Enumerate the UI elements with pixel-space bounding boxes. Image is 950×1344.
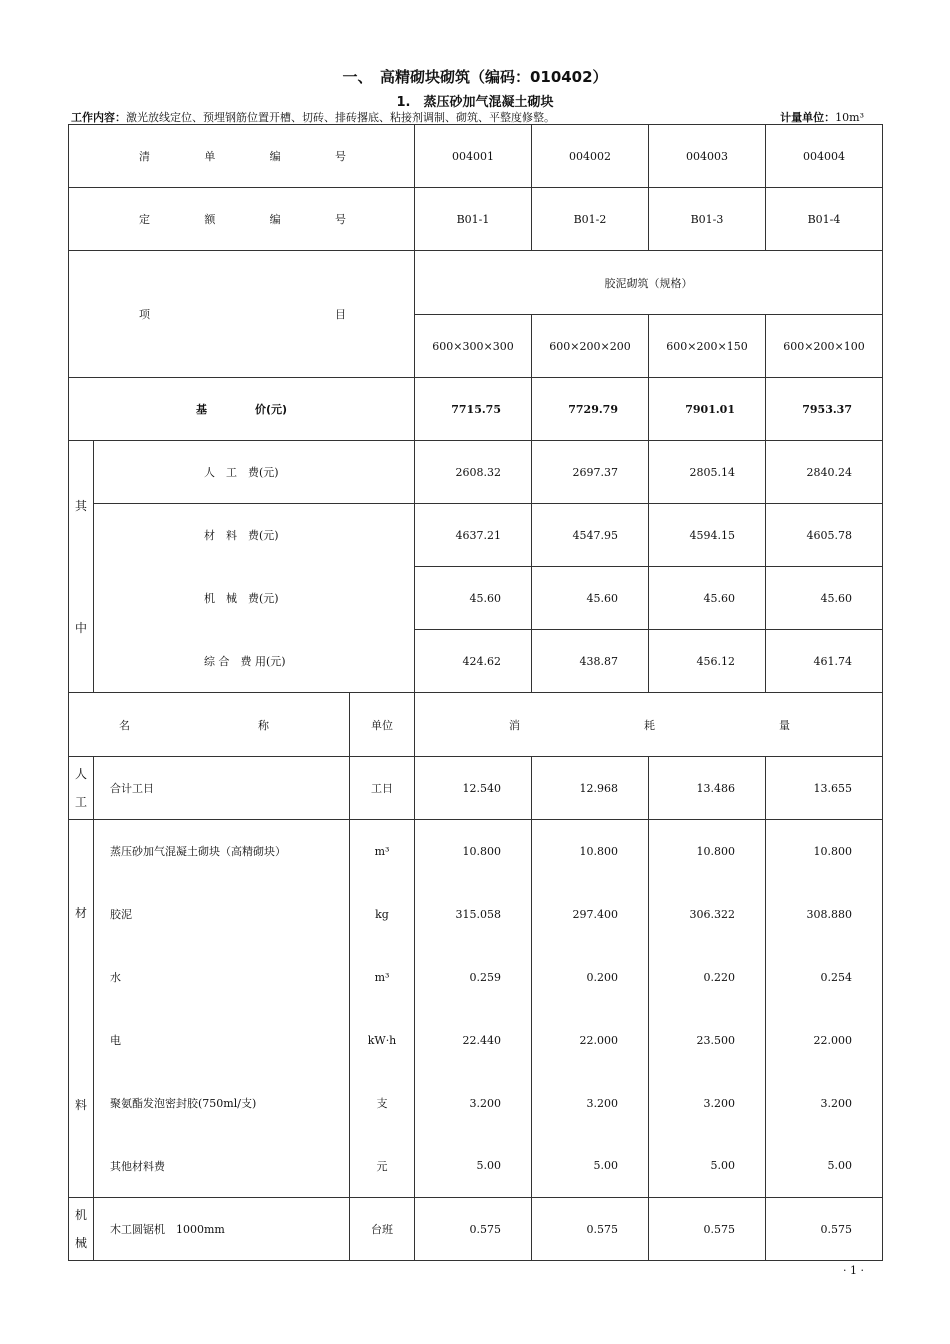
work-content-text: 激光放线定位、预埋钢筋位置开槽、切砖、排砖撂底、粘接剂调制、砌筑、平整度修整。 [126, 111, 555, 124]
consume-char: 耗 [644, 718, 655, 732]
list-no-cell: 004001 [415, 125, 532, 188]
cost-cell: 2805.14 [649, 441, 766, 504]
labor-char: 工 [74, 795, 87, 809]
cost-cell: 461.74 [766, 630, 883, 693]
consumption-cell: 5.00 [532, 1135, 649, 1198]
consumption-cell: 0.575 [649, 1198, 766, 1261]
consumption-cell: 308.880 [766, 883, 883, 946]
consumption-cell: 0.259 [415, 946, 532, 1009]
quota-no-cell: B01-4 [766, 188, 883, 251]
quota-table [68, 124, 883, 1261]
cost-cell: 438.87 [532, 630, 649, 693]
base-price-cell: 7715.75 [415, 378, 532, 441]
machine-category [69, 1198, 94, 1261]
list-no-char: 编 [269, 150, 281, 163]
quota-no-header [69, 188, 415, 251]
quota-no-cell: B01-2 [532, 188, 649, 251]
quota-no-char: 额 [204, 213, 216, 226]
resource-unit: 元 [350, 1135, 415, 1198]
consumption-cell: 10.800 [532, 820, 649, 883]
consumption-cell: 0.575 [532, 1198, 649, 1261]
unit-header: 单位 [350, 693, 415, 757]
consumption-cell: 315.058 [415, 883, 532, 946]
base-price-cell: 7901.01 [649, 378, 766, 441]
cost-cell: 424.62 [415, 630, 532, 693]
material-row [69, 1072, 883, 1135]
consumption-header [415, 693, 883, 757]
consumption-cell: 0.575 [766, 1198, 883, 1261]
item-group-label: 胶泥砌筑（规格） [415, 251, 883, 315]
among-category [69, 441, 94, 693]
item-char: 项 [139, 308, 150, 321]
material-char: 料 [74, 1098, 87, 1112]
resource-name: 胶泥 [94, 883, 350, 946]
consumption-cell: 13.486 [649, 757, 766, 820]
resource-unit: kW·h [350, 1009, 415, 1072]
consume-char: 量 [779, 718, 790, 732]
consumption-cell: 3.200 [649, 1072, 766, 1135]
base-price-cell: 7953.37 [766, 378, 883, 441]
list-no-char: 清 [139, 150, 150, 163]
quota-no-row [69, 188, 883, 251]
consumption-cell: 3.200 [532, 1072, 649, 1135]
among-char: 其 [74, 498, 87, 513]
consumption-cell: 12.968 [532, 757, 649, 820]
material-row [69, 883, 883, 946]
labor-char: 人 [74, 767, 87, 781]
consumption-cell: 0.200 [532, 946, 649, 1009]
machine-row [69, 1198, 883, 1261]
resource-name: 蒸压砂加气混凝土砌块（高精砌块） [94, 820, 350, 883]
cost-cell: 4547.95 [532, 504, 649, 567]
list-no-char: 号 [334, 150, 346, 163]
cost-row [69, 630, 883, 693]
consumption-cell: 306.322 [649, 883, 766, 946]
consumption-cell: 10.800 [649, 820, 766, 883]
consumption-cell: 0.575 [415, 1198, 532, 1261]
consumption-cell: 0.254 [766, 946, 883, 1009]
cost-cell: 45.60 [766, 567, 883, 630]
base-price-char: 价(元) [254, 403, 288, 416]
name-char: 称 [258, 718, 269, 732]
resource-unit: 台班 [350, 1198, 415, 1261]
cost-cell: 2840.24 [766, 441, 883, 504]
cost-cell: 45.60 [415, 567, 532, 630]
consumption-cell: 10.800 [415, 820, 532, 883]
cost-label: 材 料 费(元) [94, 504, 415, 567]
cost-cell: 456.12 [649, 630, 766, 693]
cost-cell: 2608.32 [415, 441, 532, 504]
resource-name: 其他材料费 [94, 1135, 350, 1198]
cost-cell: 2697.37 [532, 441, 649, 504]
machine-char: 械 [74, 1236, 87, 1250]
cost-cell: 45.60 [649, 567, 766, 630]
resource-unit: 支 [350, 1072, 415, 1135]
consumption-cell: 12.540 [415, 757, 532, 820]
consume-char: 消 [509, 718, 520, 732]
material-row [69, 820, 883, 883]
cost-row [69, 441, 883, 504]
list-no-cell: 004004 [766, 125, 883, 188]
cost-cell: 45.60 [532, 567, 649, 630]
unit-value: 10m³ [835, 111, 864, 124]
labor-row [69, 757, 883, 820]
work-content-label: 工作内容： [71, 111, 126, 124]
list-no-char: 单 [204, 150, 216, 163]
unit-line [780, 109, 864, 125]
consumption-cell: 22.000 [766, 1009, 883, 1072]
material-char: 材 [74, 906, 87, 920]
material-category [69, 820, 94, 1198]
quota-no-cell: B01-3 [649, 188, 766, 251]
name-char: 名 [119, 718, 130, 732]
item-row-top [69, 251, 883, 315]
cost-row [69, 567, 883, 630]
resource-unit: 工日 [350, 757, 415, 820]
consumption-cell: 297.400 [532, 883, 649, 946]
consumption-cell: 5.00 [415, 1135, 532, 1198]
material-row [69, 946, 883, 1009]
machine-char: 机 [74, 1208, 87, 1222]
consumption-cell: 22.000 [532, 1009, 649, 1072]
cost-label: 综 合 费 用(元) [94, 630, 415, 693]
base-price-cell: 7729.79 [532, 378, 649, 441]
consumption-cell: 0.220 [649, 946, 766, 1009]
resource-name: 合计工日 [94, 757, 350, 820]
base-price-char: 基 [195, 403, 207, 416]
consumption-cell: 10.800 [766, 820, 883, 883]
material-row [69, 1009, 883, 1072]
unit-label: 计量单位： [780, 111, 836, 124]
spec-cell: 600×200×100 [766, 315, 883, 378]
cost-label: 人 工 费(元) [94, 441, 415, 504]
cost-label: 机 械 费(元) [94, 567, 415, 630]
consumption-cell: 23.500 [649, 1009, 766, 1072]
cost-cell: 4594.15 [649, 504, 766, 567]
name-header [69, 693, 350, 757]
resource-name: 水 [94, 946, 350, 1009]
consumption-cell: 22.440 [415, 1009, 532, 1072]
spec-cell: 600×200×200 [532, 315, 649, 378]
list-no-cell: 004003 [649, 125, 766, 188]
quota-no-char: 定 [139, 213, 150, 226]
work-content-line [71, 109, 866, 125]
labor-category [69, 757, 94, 820]
resource-unit: m³ [350, 820, 415, 883]
base-price-row [69, 378, 883, 441]
cost-cell: 4605.78 [766, 504, 883, 567]
page-number: · 1 · [843, 1264, 864, 1277]
section-subtitle: 1. 蒸压砂加气混凝土砌块 [396, 95, 554, 110]
consumption-header-row [69, 693, 883, 757]
item-char: 目 [335, 308, 346, 321]
resource-unit: m³ [350, 946, 415, 1009]
list-no-row [69, 125, 883, 188]
cost-cell: 4637.21 [415, 504, 532, 567]
material-row [69, 1135, 883, 1198]
among-char: 中 [74, 620, 87, 635]
base-price-header [69, 378, 415, 441]
consumption-cell: 3.200 [415, 1072, 532, 1135]
resource-name: 电 [94, 1009, 350, 1072]
spec-cell: 600×200×150 [649, 315, 766, 378]
resource-name: 木工圆锯机 1000mm [94, 1198, 350, 1261]
consumption-cell: 3.200 [766, 1072, 883, 1135]
spec-cell: 600×300×300 [415, 315, 532, 378]
consumption-cell: 5.00 [766, 1135, 883, 1198]
quota-no-char: 编 [269, 213, 281, 226]
item-header [69, 251, 415, 378]
quota-no-char: 号 [334, 213, 346, 226]
resource-name: 聚氨酯发泡密封胶(750ml/支) [94, 1072, 350, 1135]
resource-unit: kg [350, 883, 415, 946]
list-no-cell: 004002 [532, 125, 649, 188]
page-title: 一、 高精砌块砌筑（编码：010402） [342, 68, 608, 86]
consumption-cell: 5.00 [649, 1135, 766, 1198]
list-no-header [69, 125, 415, 188]
quota-no-cell: B01-1 [415, 188, 532, 251]
consumption-cell: 13.655 [766, 757, 883, 820]
cost-row [69, 504, 883, 567]
